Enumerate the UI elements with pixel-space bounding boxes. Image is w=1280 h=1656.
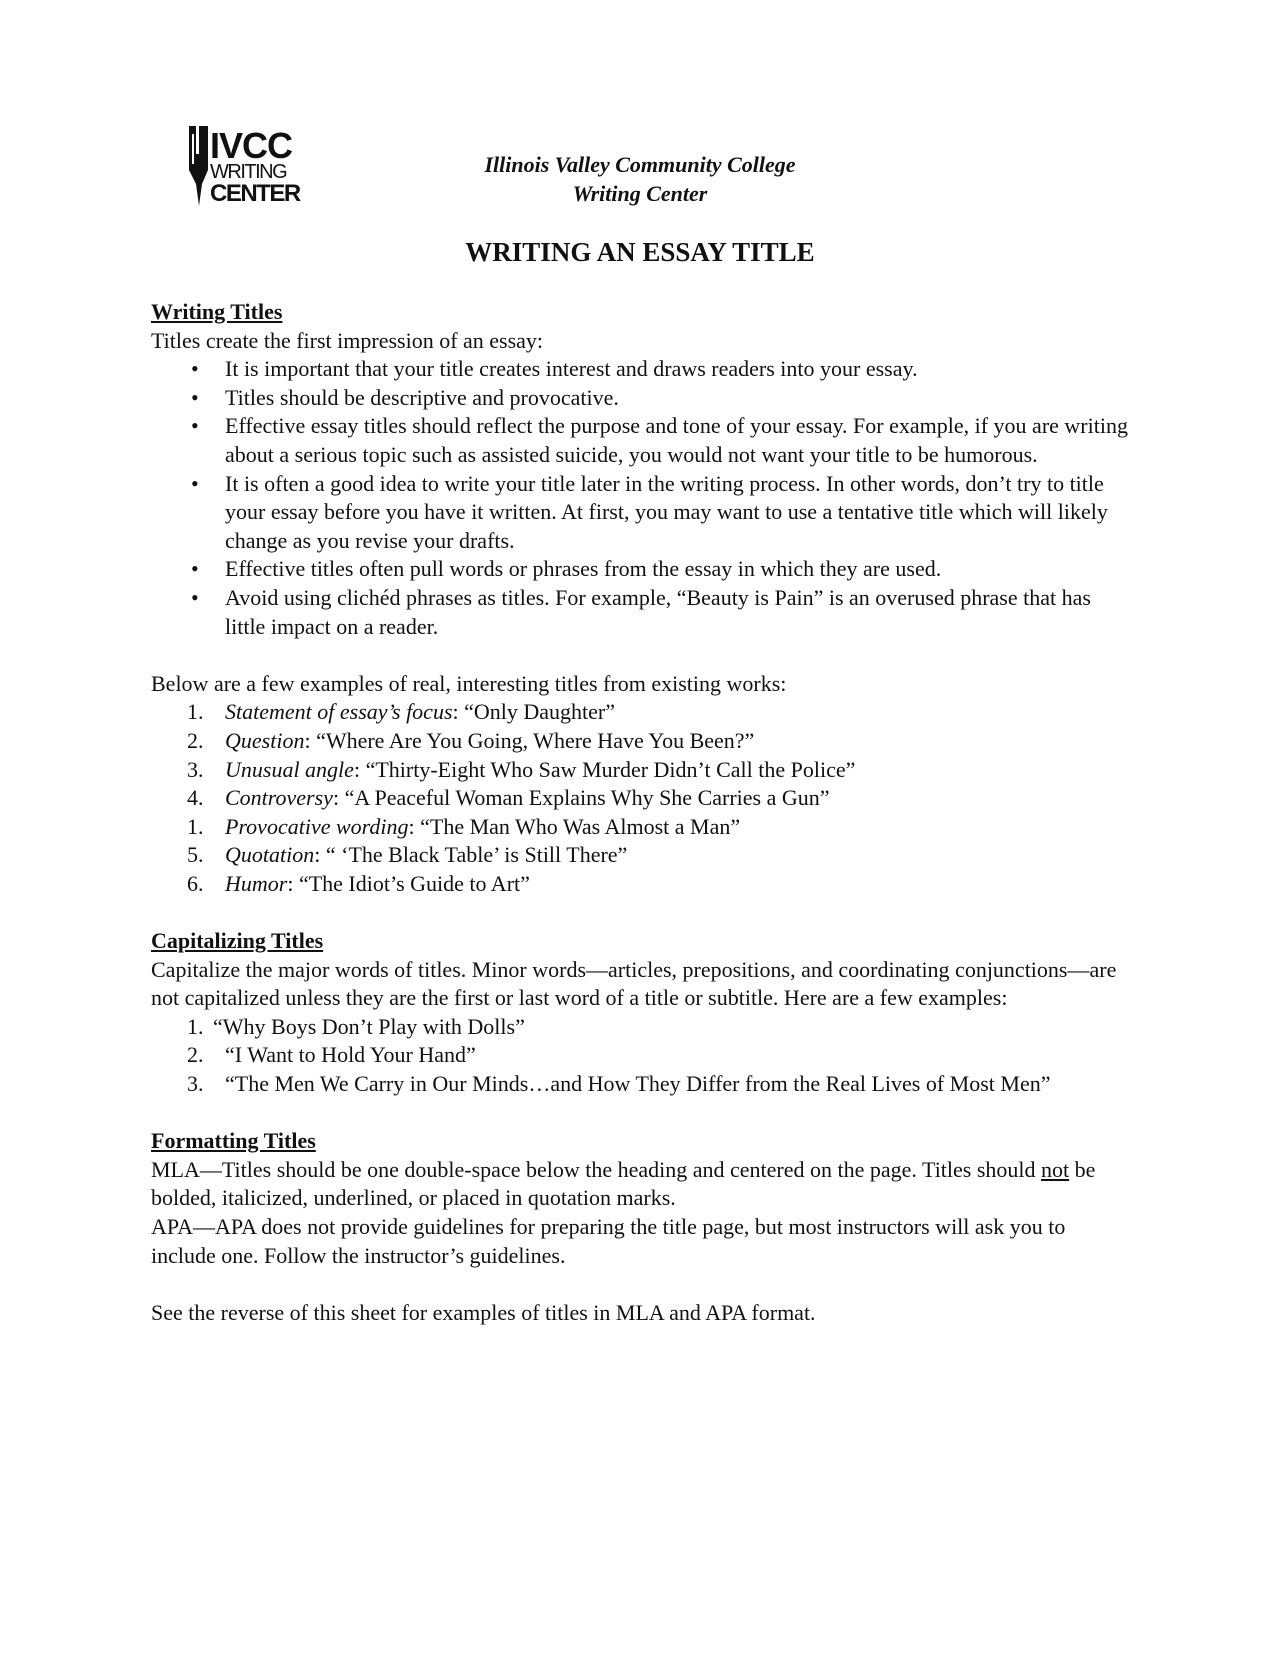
section-heading-writing-titles: Writing Titles — [151, 299, 283, 324]
bullet-icon: • — [191, 470, 199, 496]
torch-icon — [186, 124, 212, 208]
section-heading-capitalizing-titles: Capitalizing Titles — [151, 928, 324, 954]
list-item: • Effective essay titles should reflect the purpose and tone of your essay. For example, if you are writing about a serious topic such as assisted suicide, you would not want your title to be humorous. — [191, 413, 1128, 467]
examples-list — [151, 698, 1131, 898]
list-item: • Avoid using clichéd phrases as titles. For example, “Beauty is Pain” is an overused phrase that has little impact on a reader. — [191, 584, 1091, 639]
list-item: • It is often a good idea to write your title later in the writing process. In other words, don’t try to title your essay before you have it written. At first, you may want to use a tentative title which will likely change as you revise your drafts. — [191, 470, 1108, 553]
mla-paragraph: MLA—Titles should be one double-space below the heading and centered on the page. Titles should not be bolded, italicized, underlined, or placed in quotation marks. — [151, 1156, 1096, 1211]
list-item: 5. Quotation: “ ‘The Black Table’ is Still There” — [187, 842, 628, 868]
document-header — [300, 150, 980, 208]
college-name: Illinois Valley Community College — [484, 152, 796, 177]
list-item: • It is important that your title creates interest and draws readers into your essay. — [151, 355, 1131, 384]
list-item: 1. Statement of essay’s focus: “Only Daughter” — [187, 699, 616, 725]
list-item: • Effective titles often pull words or phrases from the essay in which they are used. — [151, 555, 1131, 584]
spacer — [151, 641, 1131, 670]
spacer — [151, 1270, 1131, 1299]
list-item: 1. Provocative wording: “The Man Who Was Almost a Man” — [187, 813, 741, 839]
examples-intro: Below are a few examples of real, interesting titles from existing works: — [151, 670, 787, 696]
bullet-icon: • — [191, 413, 199, 439]
capitalizing-paragraph: Capitalize the major words of titles. Minor words—articles, prepositions, and coordinating conjunctions—are not capitalized unless they are the first or last word of a title or subtitle. Here are a few examples: — [151, 956, 1117, 1011]
spacer — [151, 898, 1131, 927]
writing-titles-bullets — [151, 355, 1131, 641]
list-item: 6. Humor: “The Idiot’s Guide to Art” — [187, 870, 530, 896]
list-item: 4. Controversy: “A Peaceful Woman Explains Why She Carries a Gun” — [187, 785, 830, 811]
bullet-icon: • — [191, 556, 199, 582]
section-heading-formatting-titles: Formatting Titles — [151, 1128, 316, 1154]
logo-line-1: IVCC — [210, 125, 293, 166]
list-item: • Titles should be descriptive and provocative. — [151, 384, 1131, 413]
list-item: 2. “I Want to Hold Your Hand” — [187, 1042, 476, 1068]
page-title: WRITING AN ESSAY TITLE — [465, 237, 815, 267]
apa-paragraph: APA—APA does not provide guidelines for preparing the title page, but most instructors will ask you to include one. Follow the instructor’s guidelines. — [151, 1214, 1066, 1268]
logo-line-2: WRITING — [210, 161, 287, 183]
document-body — [151, 298, 1131, 1327]
spacer — [151, 1099, 1131, 1128]
bullet-icon: • — [191, 584, 199, 610]
bullet-icon: • — [191, 356, 199, 382]
center-name: Writing Center — [572, 181, 708, 206]
writing-titles-intro: Titles create the first impression of an essay: — [151, 327, 544, 353]
list-item: 3. “The Men We Carry in Our Minds…and How They Differ from the Real Lives of Most Men” — [187, 1071, 1051, 1097]
logo-line-3: CENTER — [210, 180, 300, 207]
list-item: 1. “Why Boys Don’t Play with Dolls” — [187, 1013, 525, 1039]
closing-note: See the reverse of this sheet for examples of titles in MLA and APA format. — [151, 1299, 816, 1325]
list-item: 2. Question: “Where Are You Going, Where Have You Been?” — [187, 727, 755, 753]
bullet-icon: • — [191, 384, 199, 410]
list-item: 3. Unusual angle: “Thirty-Eight Who Saw Murder Didn’t Call the Police” — [187, 756, 856, 782]
ivcc-writing-center-logo — [186, 120, 298, 210]
capitalizing-examples-list — [151, 1013, 1131, 1099]
emphasis-not: not — [1041, 1156, 1070, 1182]
